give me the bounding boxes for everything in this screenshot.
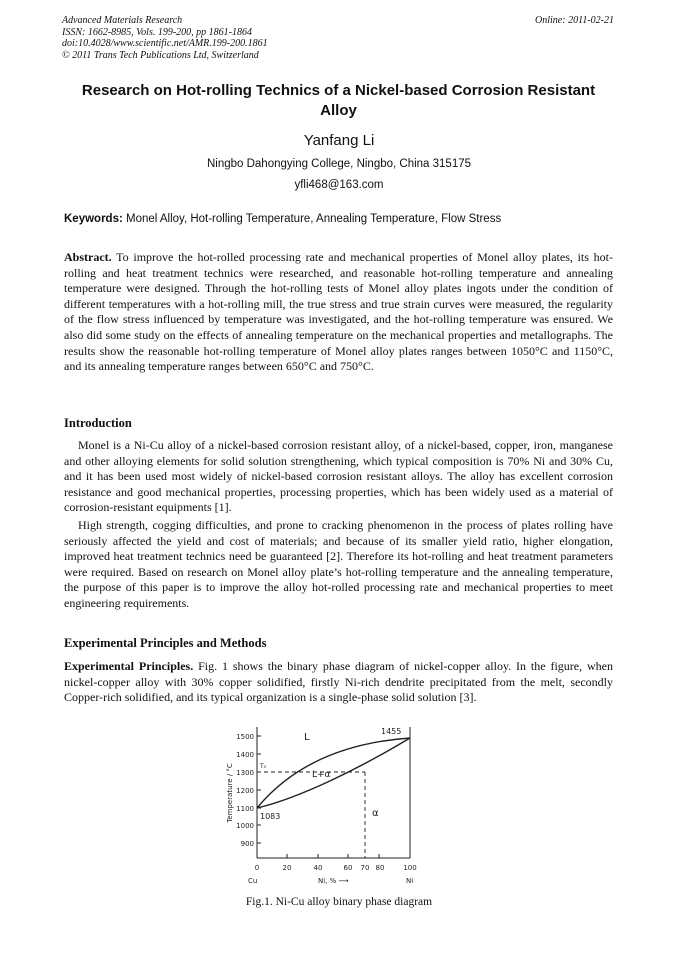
author-email[interactable]: yfli468@163.com [294, 179, 384, 191]
x-tick-label: 40 [313, 864, 323, 872]
journal-copyright: © 2011 Trans Tech Publications Ltd, Switzerland [62, 49, 259, 61]
introduction-paragraph-2: High strength, cogging difficulties, and prone to cracking phenomenon in the process of plates rolling have seriously affected the yield and cost of materials; and because of its smaller yield ratio, higher elongation, improved heat treatment technics need be guaranteed [2]. Therefore its hot-rolling and heat treatment parameters were required. Based on research on Monel alloy plate’s hot-rolling temperature and the annealing temperature, the purpose of this paper is to improve the alloy hot-rolled processing rate and mechanical properties to meet engineering requirements. [64, 518, 613, 610]
label-liquid: L [304, 732, 310, 743]
y-tick-label: 1500 [236, 733, 254, 741]
keywords-label: Keywords: [64, 213, 123, 225]
label-alpha: α [372, 808, 379, 819]
x-tick-label: 20 [282, 864, 292, 872]
x-tick-label: 60 [343, 864, 353, 872]
experimental-heading: Experimental Principles and Methods [64, 636, 267, 650]
x-ticks [255, 854, 417, 872]
author-affiliation: Ningbo Dahongying College, Ningbo, China 315175 [206, 158, 472, 170]
x-tick-label: 0 [254, 864, 260, 872]
label-1455: 1455 [381, 727, 402, 736]
y-tick-label: 1200 [236, 787, 254, 795]
phase-diagram-figure [220, 718, 460, 893]
x-axis-label: Ni, % ⟶ [318, 877, 349, 885]
keywords [64, 213, 501, 225]
y-tick-label: 1300 [236, 769, 254, 777]
liquidus-curve [257, 738, 410, 808]
journal-issn: ISSN: 1662-8985, Vols. 199-200, pp 1861-1864 [62, 26, 252, 38]
x-tick-label: 70 [360, 864, 370, 872]
y-tick-label: 1100 [236, 805, 254, 813]
experimental-sublabel: Experimental Principles. [64, 659, 194, 673]
figure-caption: Fig.1. Ni-Cu alloy binary phase diagram [245, 896, 433, 908]
y-tick-label: 900 [240, 840, 254, 848]
experimental-paragraph-1 [64, 659, 613, 706]
online-date: Online: 2011-02-21 [535, 15, 614, 26]
introduction-paragraph-1: Monel is a Ni-Cu alloy of a nickel-based corrosion resistant alloy, of a nickel-based, copper, iron, manganese and other alloying elements for solid solution strengthening, which typical composition is 70% Ni and 30% Cu, and it has been used most widely of nickel-based corrosion resistant alloys. The alloy has excellent corrosion resistance and good mechanical properties, processing properties, which has been widely used as a material of corrosion-resistant equipments [1]. [64, 438, 613, 515]
label-t0: T₀ [260, 763, 267, 770]
journal-doi: doi:10.4028/www.scientific.net/AMR.199-200.1861 [62, 38, 268, 50]
journal-header [62, 15, 268, 61]
keywords-text: Monel Alloy, Hot-rolling Temperature, Annealing Temperature, Flow Stress [122, 213, 502, 225]
x-label-cu: Cu [248, 877, 258, 885]
introduction-heading: Introduction [64, 416, 132, 430]
y-axis-label: Temperature / °C [226, 763, 234, 823]
y-tick-label: 1400 [236, 751, 254, 759]
solidus-curve [257, 738, 410, 808]
paper-title: Research on Hot-rolling Technics of a Nickel-based Corrosion Resistant Alloy [81, 82, 596, 119]
author-name: Yanfang Li [303, 132, 375, 149]
label-1083: 1083 [260, 812, 281, 821]
abstract-label: Abstract. [64, 250, 112, 264]
label-two-phase: L+α [312, 770, 331, 780]
journal-name: Advanced Materials Research [62, 15, 183, 26]
y-tick-label: 1000 [236, 822, 254, 830]
abstract [64, 250, 613, 375]
x-tick-label: 100 [403, 864, 417, 872]
x-label-ni: Ni [406, 877, 414, 885]
experimental-text: Fig. 1 shows the binary phase diagram of nickel-copper alloy. In the figure, when nickel-copper alloy with 30% copper solidified, firstly Ni-rich dendrite precipitated from the melt, secondly Copper-rich solidified, and its typical organization is a single-phase solid solution [3]. [64, 659, 613, 705]
x-tick-label: 80 [375, 864, 385, 872]
abstract-text: To improve the hot-rolled processing rate and mechanical properties of Monel alloy plates, its hot-rolling and heat treatment technics were researched, and reasonable hot-rolling temperature and annealing temperature were designed. Through the hot-rolling tests of Monel alloy plates ingots under the condition of different temperatures with a hot-rolling mill, the true stress and true strain curves were measured, the regularity of the flow stress influenced by temperature was investigated, and the hot-rolling temperature was ensured. We also did some study on the effects of annealing temperature on the mechanical properties and metallographs. The results show the reasonable hot-rolling temperature of Monel alloy plates ranges between 1050°C and 1150°C, and its annealing temperature ranges between 650°C and 750°C. [64, 250, 613, 374]
